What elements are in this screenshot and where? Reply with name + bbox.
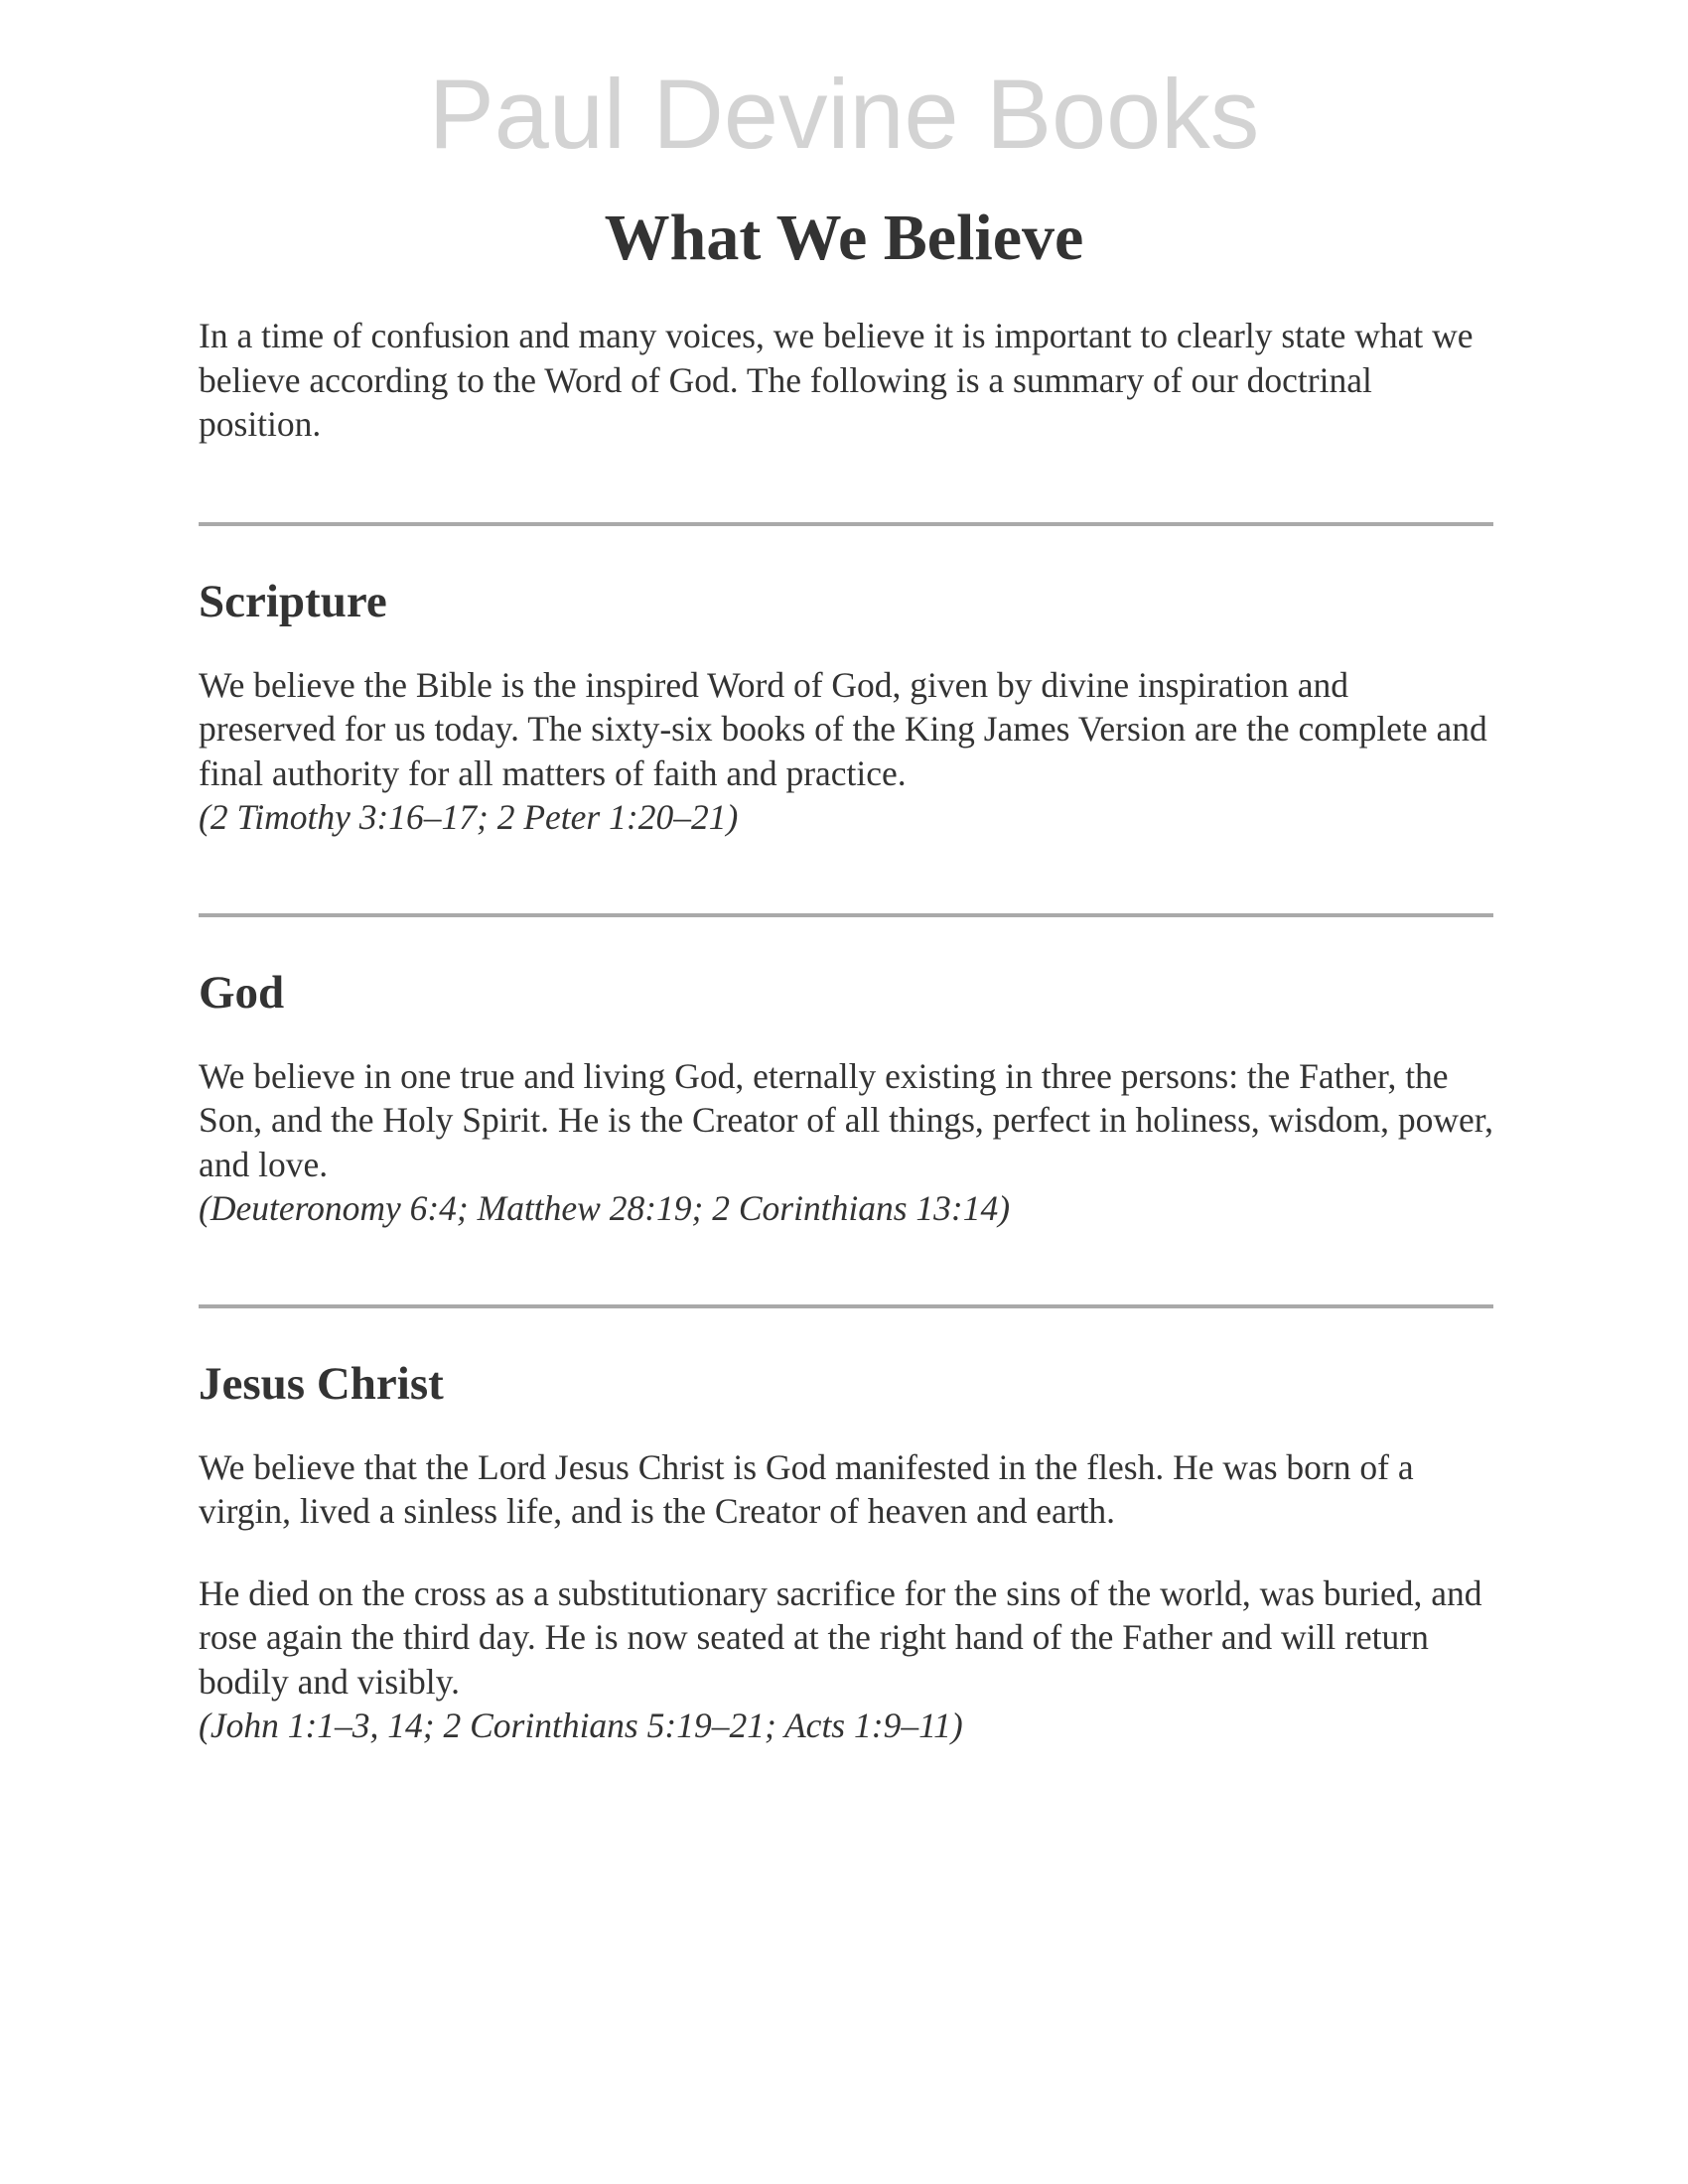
section-jesus-christ [199,1356,1493,1748]
section-heading: Jesus Christ [199,1357,444,1410]
paragraph-text: He died on the cross as a substitutionary sacrifice for the sins of the world, was buried, and rose again the third day. He is now seated at the right hand of the Father and will return bodily and visibly. [199,1572,1482,1702]
paragraph-text: We believe in one true and living God, eternally existing in three persons: the Father, the Son, and the Holy Spirit. He is the Creator of all things, perfect in holiness, wisdom, power, and love. [199,1055,1493,1184]
section-paragraph [199,1571,1493,1748]
scripture-reference: (2 Timothy 3:16–17; 2 Peter 1:20–21) [199,797,739,837]
section-divider [199,1304,1493,1308]
brand-watermark: Paul Devine Books [428,59,1260,169]
paragraph-text: We believe the Bible is the inspired Word of God, given by divine inspiration and preserved for us today. The sixty-six books of the King James Version are the complete and final authority for all matters of faith and practice. [199,664,1487,793]
section-scripture [199,574,1493,840]
section-divider [199,522,1493,526]
page-title: What We Believe [604,202,1084,274]
section-god [199,965,1493,1231]
scripture-reference: (John 1:1–3, 14; 2 Corinthians 5:19–21; Acts 1:9–11) [199,1706,963,1745]
section-paragraph [199,663,1493,840]
scripture-reference: (Deuteronomy 6:4; Matthew 28:19; 2 Corinthians 13:14) [199,1188,1011,1228]
section-divider [199,913,1493,917]
section-heading: Scripture [199,575,387,627]
intro-paragraph: In a time of confusion and many voices, we believe it is important to clearly state what we believe according to the Word of God. The following is a summary of our doctrinal position. [199,316,1474,444]
section-paragraph [199,1054,1493,1231]
section-heading: God [199,966,285,1019]
document-body [199,314,1493,1748]
section-paragraph: We believe that the Lord Jesus Christ is God manifested in the flesh. He was born of a virgin, lived a sinless life, and is the Creator of heaven and earth. [199,1446,1414,1531]
